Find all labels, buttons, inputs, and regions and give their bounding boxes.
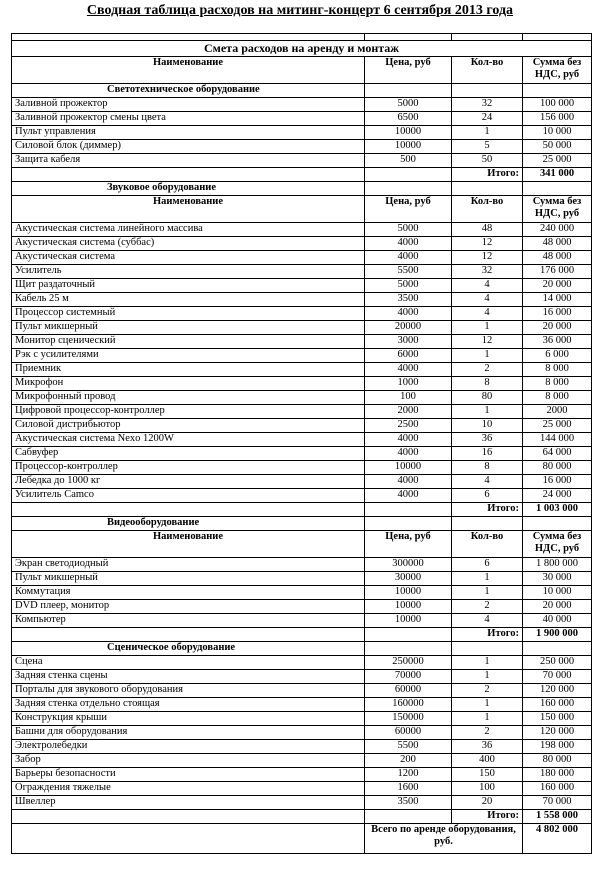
table-row [12,740,592,754]
item-qty: 10 [452,419,523,433]
total-label: Итого: [452,628,523,642]
table-row [12,293,592,307]
table-row [12,754,592,768]
item-price: 1000 [365,377,452,391]
header-name: Наименование [12,196,365,223]
item-price: 300000 [365,558,452,572]
item-sum: 8 000 [523,377,592,391]
item-name: Барьеры безопасности [12,768,365,782]
item-name: Задняя стенка сцены [12,670,365,684]
item-name: Конструкция крыши [12,712,365,726]
table-row [12,586,592,600]
table-row [12,335,592,349]
item-qty: 36 [452,740,523,754]
total-blank-cell [365,628,452,642]
item-sum: 80 000 [523,461,592,475]
table-row [12,726,592,740]
item-sum: 120 000 [523,726,592,740]
item-name: Порталы для звукового оборудования [12,684,365,698]
table-row [12,377,592,391]
item-sum: 176 000 [523,265,592,279]
total-blank-cell [12,503,365,517]
item-name: Сабвуфер [12,447,365,461]
item-qty: 12 [452,335,523,349]
table-row [12,670,592,684]
item-sum: 14 000 [523,293,592,307]
item-price: 4000 [365,433,452,447]
table-row [12,572,592,586]
item-sum: 180 000 [523,768,592,782]
table-row [12,112,592,126]
item-name: Микрофон [12,377,365,391]
table-row [12,279,592,293]
item-price: 6000 [365,349,452,363]
item-qty: 36 [452,433,523,447]
item-price: 160000 [365,698,452,712]
item-name: Заливной прожектор смены цвета [12,112,365,126]
item-sum: 70 000 [523,796,592,810]
item-name: Задняя стенка отдельно стоящая [12,698,365,712]
total-blank-cell [12,168,365,182]
item-price: 4000 [365,251,452,265]
table-row [12,558,592,572]
table-row [12,600,592,614]
item-price: 5500 [365,740,452,754]
item-price: 3500 [365,796,452,810]
item-price: 4000 [365,447,452,461]
table-row [12,237,592,251]
item-qty: 4 [452,279,523,293]
item-sum: 16 000 [523,307,592,321]
item-name: Акустическая система [12,251,365,265]
item-sum: 240 000 [523,223,592,237]
item-sum: 80 000 [523,754,592,768]
table-caption: Смета расходов на аренду и монтаж [12,41,592,57]
item-name: Монитор сценический [12,335,365,349]
item-qty: 400 [452,754,523,768]
item-sum: 160 000 [523,698,592,712]
item-price: 150000 [365,712,452,726]
item-sum: 2000 [523,405,592,419]
item-sum: 20 000 [523,321,592,335]
item-qty: 5 [452,140,523,154]
item-price: 4000 [365,363,452,377]
header-qty: Кол-во [452,196,523,223]
item-qty: 48 [452,223,523,237]
item-price: 100 [365,391,452,405]
item-name: Силовой блок (диммер) [12,140,365,154]
item-qty: 8 [452,461,523,475]
item-qty: 4 [452,614,523,628]
table-row [12,614,592,628]
item-name: Башни для оборудования [12,726,365,740]
item-name: DVD плеер, монитор [12,600,365,614]
section-blank-cell [523,182,592,196]
item-name: Кабель 25 м [12,293,365,307]
item-name: Акустическая система (суббас) [12,237,365,251]
item-name: Процессор-контроллер [12,461,365,475]
item-name: Усилитель [12,265,365,279]
item-sum: 70 000 [523,670,592,684]
table-row [12,419,592,433]
section-blank-cell [452,642,523,656]
item-qty: 1 [452,712,523,726]
table-row [12,223,592,237]
item-qty: 100 [452,782,523,796]
total-blank-cell [365,168,452,182]
item-name: Заливной прожектор [12,98,365,112]
table-row [12,768,592,782]
table-row [12,656,592,670]
item-name: Процессор системный [12,307,365,321]
grand-total-value: 4 802 000 [523,824,592,854]
item-price: 5000 [365,223,452,237]
item-qty: 20 [452,796,523,810]
header-name: Наименование [12,57,365,84]
item-qty: 2 [452,363,523,377]
table-row [12,684,592,698]
table-row [12,140,592,154]
item-sum: 30 000 [523,572,592,586]
item-qty: 80 [452,391,523,405]
item-sum: 25 000 [523,154,592,168]
item-qty: 150 [452,768,523,782]
table-row [12,698,592,712]
item-price: 200 [365,754,452,768]
item-sum: 24 000 [523,489,592,503]
table-row [12,251,592,265]
section-blank-cell [365,182,452,196]
item-sum: 156 000 [523,112,592,126]
item-qty: 1 [452,656,523,670]
item-price: 250000 [365,656,452,670]
section-blank-cell [452,517,523,531]
item-price: 6500 [365,112,452,126]
table-row [12,98,592,112]
item-qty: 1 [452,698,523,712]
expense-table [11,33,592,854]
item-name: Лебедка до 1000 кг [12,475,365,489]
item-name: Акустическая система линейного массива [12,223,365,237]
item-qty: 1 [452,405,523,419]
section-total-value: 341 000 [523,168,592,182]
total-blank-cell [365,503,452,517]
item-price: 5000 [365,98,452,112]
table-row [12,265,592,279]
item-qty: 6 [452,558,523,572]
section-blank-cell [452,84,523,98]
section-total-value: 1 003 000 [523,503,592,517]
total-label: Итого: [452,810,523,824]
section-blank-cell [452,182,523,196]
item-sum: 20 000 [523,279,592,293]
grand-total-row [12,824,592,854]
total-blank-cell [365,810,452,824]
grand-total-label: Всего по аренде оборудования, руб. [365,824,523,854]
item-name: Коммутация [12,586,365,600]
item-price: 4000 [365,237,452,251]
section-blank-cell [523,642,592,656]
item-name: Швеллер [12,796,365,810]
item-price: 10000 [365,461,452,475]
column-header-row [12,196,592,223]
item-sum: 50 000 [523,140,592,154]
item-sum: 144 000 [523,433,592,447]
spacer-row [12,34,592,41]
item-qty: 2 [452,684,523,698]
table-row [12,363,592,377]
item-name: Экран светодиодный [12,558,365,572]
item-sum: 48 000 [523,251,592,265]
header-sum: Сумма без НДС, руб [523,57,592,84]
item-name: Пульт управления [12,126,365,140]
item-name: Забор [12,754,365,768]
item-name: Приемник [12,363,365,377]
item-price: 10000 [365,140,452,154]
item-qty: 1 [452,586,523,600]
section-total-row [12,628,592,642]
item-price: 10000 [365,586,452,600]
item-name: Щит раздаточный [12,279,365,293]
item-qty: 2 [452,726,523,740]
table-row [12,712,592,726]
item-qty: 6 [452,489,523,503]
item-qty: 4 [452,307,523,321]
table-row [12,391,592,405]
table-row [12,796,592,810]
item-sum: 120 000 [523,684,592,698]
item-qty: 12 [452,251,523,265]
item-price: 4000 [365,475,452,489]
grand-blank-cell [12,824,365,854]
table-caption-row [12,41,592,57]
item-name: Сцена [12,656,365,670]
table-row [12,782,592,796]
item-qty: 4 [452,293,523,307]
item-sum: 250 000 [523,656,592,670]
item-price: 3500 [365,293,452,307]
section-total-value: 1 900 000 [523,628,592,642]
item-sum: 64 000 [523,447,592,461]
section-blank-cell [523,84,592,98]
table-row [12,475,592,489]
total-blank-cell [12,810,365,824]
item-sum: 8 000 [523,391,592,405]
item-qty: 12 [452,237,523,251]
item-sum: 10 000 [523,586,592,600]
item-price: 2500 [365,419,452,433]
item-name: Ограждения тяжелые [12,782,365,796]
section-title-row [12,182,592,196]
table-row [12,321,592,335]
item-sum: 20 000 [523,600,592,614]
item-qty: 32 [452,98,523,112]
item-qty: 24 [452,112,523,126]
table-row [12,447,592,461]
item-price: 2000 [365,405,452,419]
header-price: Цена, руб [365,196,452,223]
item-price: 1200 [365,768,452,782]
item-name: Компьютер [12,614,365,628]
table-row [12,154,592,168]
header-sum: Сумма без НДС, руб [523,196,592,223]
item-name: Силовой дистрибьютор [12,419,365,433]
total-blank-cell [12,628,365,642]
section-blank-cell [365,642,452,656]
item-price: 4000 [365,489,452,503]
item-qty: 1 [452,349,523,363]
item-qty: 32 [452,265,523,279]
item-price: 4000 [365,307,452,321]
table-row [12,433,592,447]
column-header-row [12,531,592,558]
item-sum: 150 000 [523,712,592,726]
section-title: Видеооборудование [12,517,365,531]
item-sum: 25 000 [523,419,592,433]
item-qty: 2 [452,600,523,614]
item-name: Микрофонный провод [12,391,365,405]
item-price: 1600 [365,782,452,796]
section-title: Звуковое оборудование [12,182,365,196]
item-sum: 36 000 [523,335,592,349]
item-sum: 48 000 [523,237,592,251]
section-blank-cell [365,517,452,531]
section-total-row [12,168,592,182]
item-qty: 4 [452,475,523,489]
item-qty: 1 [452,572,523,586]
item-price: 500 [365,154,452,168]
item-sum: 100 000 [523,98,592,112]
item-sum: 198 000 [523,740,592,754]
item-price: 60000 [365,726,452,740]
section-total-row [12,810,592,824]
section-blank-cell [365,84,452,98]
column-header-row [12,57,592,84]
item-price: 5000 [365,279,452,293]
header-sum: Сумма без НДС, руб [523,531,592,558]
item-price: 10000 [365,600,452,614]
item-sum: 1 800 000 [523,558,592,572]
document-title: Сводная таблица расходов на митинг-концерт 6 сентября 2013 года [86,3,514,18]
item-qty: 1 [452,126,523,140]
item-name: Электролебедки [12,740,365,754]
section-title: Светотехническое оборудование [12,84,365,98]
item-qty: 1 [452,670,523,684]
item-sum: 16 000 [523,475,592,489]
item-qty: 16 [452,447,523,461]
section-blank-cell [523,517,592,531]
item-name: Рэк с усилителями [12,349,365,363]
header-price: Цена, руб [365,531,452,558]
item-qty: 1 [452,321,523,335]
item-price: 5500 [365,265,452,279]
table-row [12,405,592,419]
item-name: Акустическая система Nexo 1200W [12,433,365,447]
item-name: Пульт микшерный [12,572,365,586]
section-title-row [12,517,592,531]
item-price: 10000 [365,126,452,140]
item-name: Цифровой процессор-контроллер [12,405,365,419]
header-qty: Кол-во [452,57,523,84]
item-price: 10000 [365,614,452,628]
item-sum: 10 000 [523,126,592,140]
item-sum: 6 000 [523,349,592,363]
item-price: 3000 [365,335,452,349]
item-name: Усилитель Camco [12,489,365,503]
section-title-row [12,84,592,98]
total-label: Итого: [452,503,523,517]
section-title-row [12,642,592,656]
section-total-row [12,503,592,517]
header-qty: Кол-во [452,531,523,558]
table-row [12,489,592,503]
section-title: Сценическое оборудование [12,642,365,656]
item-sum: 160 000 [523,782,592,796]
item-sum: 40 000 [523,614,592,628]
table-row [12,349,592,363]
item-price: 70000 [365,670,452,684]
header-name: Наименование [12,531,365,558]
item-qty: 8 [452,377,523,391]
table-row [12,126,592,140]
item-price: 60000 [365,684,452,698]
table-row [12,461,592,475]
total-label: Итого: [452,168,523,182]
table-row [12,307,592,321]
item-name: Защита кабеля [12,154,365,168]
item-qty: 50 [452,154,523,168]
item-name: Пульт микшерный [12,321,365,335]
item-price: 30000 [365,572,452,586]
section-total-value: 1 558 000 [523,810,592,824]
header-price: Цена, руб [365,57,452,84]
item-price: 20000 [365,321,452,335]
item-sum: 8 000 [523,363,592,377]
